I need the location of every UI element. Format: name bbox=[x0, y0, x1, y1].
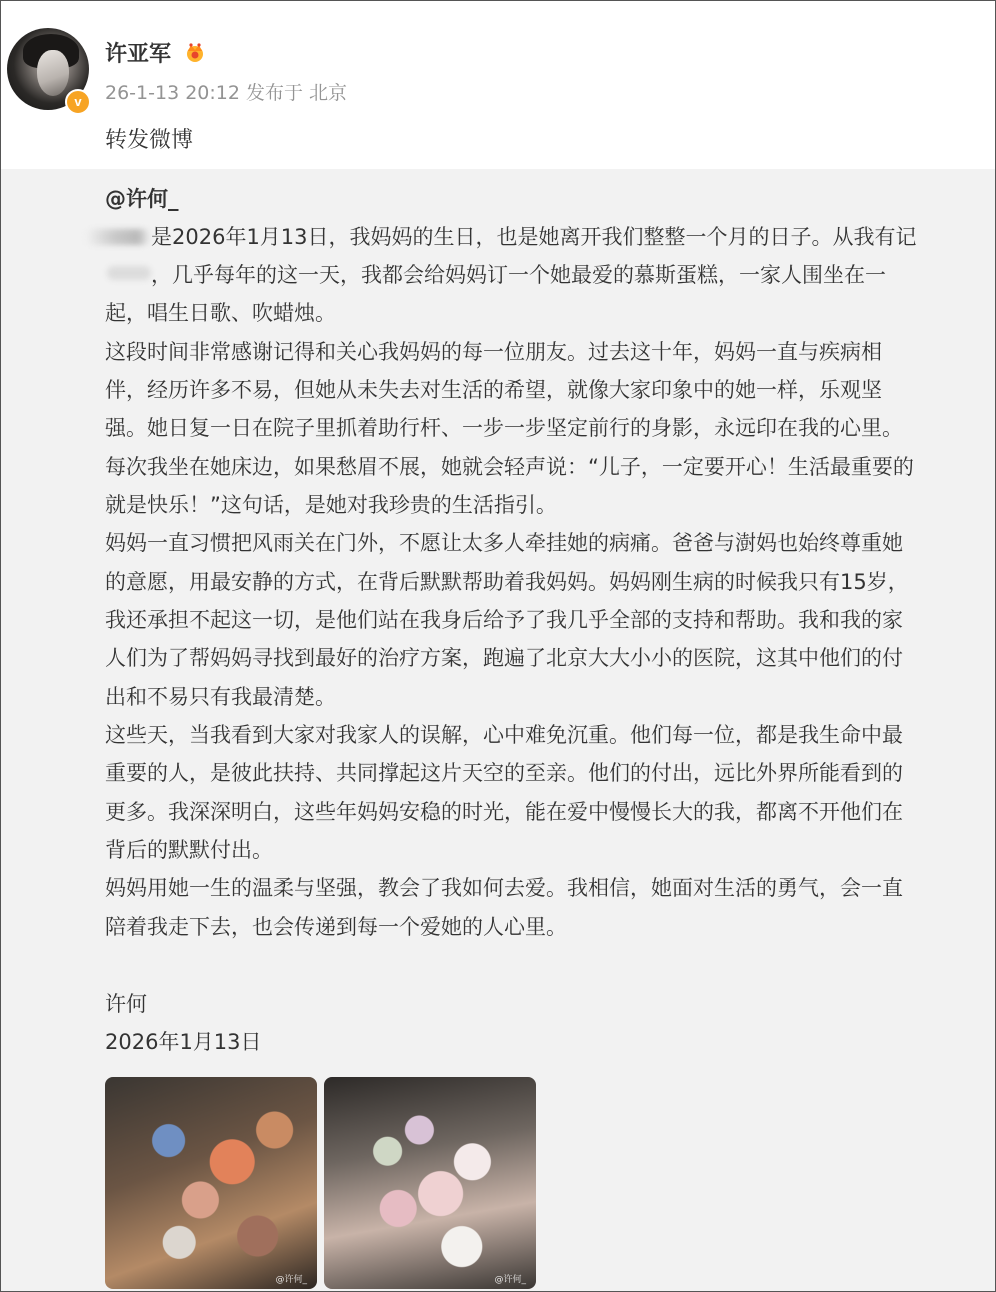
post-meta: 26-1-13 20:12 发布于 北京 bbox=[105, 82, 348, 104]
crown-icon bbox=[183, 41, 207, 63]
quoted-text-line: ，几乎每年的这一天，我都会给妈妈订一个她最爱的慕斯蛋糕，一家人围坐在一 bbox=[151, 263, 886, 287]
photo-watermark: @许何_ bbox=[275, 1275, 307, 1285]
quoted-text-line: 这段时间非常感谢记得和关心我妈妈的每一位朋友。过去这十年，妈妈一直与疾病相 bbox=[105, 340, 882, 364]
quoted-signature: 许何 bbox=[105, 992, 147, 1016]
verified-badge-icon: v bbox=[65, 89, 91, 115]
quoted-text-line: 重要的人，是彼此扶持、共同撑起这片天空的至亲。他们的付出，远比外界所能看到的 bbox=[105, 761, 903, 785]
quoted-date: 2026年1月13日 bbox=[105, 1030, 262, 1054]
quoted-text-line: 妈妈用她一生的温柔与坚强，教会了我如何去爱。我相信，她面对生活的勇气，会一直 bbox=[105, 876, 903, 900]
quoted-text-line: 每次我坐在她床边，如果愁眉不展，她就会轻声说：“儿子，一定要开心！生活最重要的 bbox=[105, 455, 914, 479]
quoted-text-line: 伴，经历许多不易，但她从未失去对生活的希望，就像大家印象中的她一样，乐观坚 bbox=[105, 378, 882, 402]
flower-bouquet-pink-photo[interactable] bbox=[324, 1077, 536, 1289]
quoted-text-line: 我还承担不起这一切，是他们站在我身后给予了我几乎全部的支持和帮助。我和我的家 bbox=[105, 608, 903, 632]
quoted-text-line: 人们为了帮妈妈寻找到最好的治疗方案，跑遍了北京大大小小的医院，这其中他们的付 bbox=[105, 646, 903, 670]
avatar-face bbox=[37, 50, 69, 96]
photo-watermark: @许何_ bbox=[494, 1275, 526, 1285]
quoted-text-line: 起，唱生日歌、吹蜡烛。 bbox=[105, 301, 336, 325]
quoted-text-line: 陪着我走下去，也会传递到每一个爱她的人心里。 bbox=[105, 915, 567, 939]
repost-text: 转发微博 bbox=[105, 128, 194, 153]
quoted-text-line: 妈妈一直习惯把风雨关在门外，不愿让太多人牵挂她的病痛。爸爸与澍妈也始终尊重她 bbox=[105, 531, 903, 555]
quoted-text-line: 是2026年1月13日，我妈妈的生日，也是她离开我们整整一个月的日子。从我有记 bbox=[151, 225, 917, 249]
flower-bouquet-orange-photo[interactable] bbox=[105, 1077, 317, 1289]
quoted-text-line: 背后的默默付出。 bbox=[105, 838, 273, 862]
quoted-text-line: 强。她日复一日在院子里抓着助行杆、一步一步坚定前行的身影，永远印在我的心里。 bbox=[105, 416, 903, 440]
username[interactable]: 许亚军 bbox=[105, 42, 172, 67]
quoted-text-line: 更多。我深深明白，这些年妈妈安稳的时光，能在爱中慢慢长大的我，都离不开他们在 bbox=[105, 800, 903, 824]
blurred-text bbox=[107, 266, 151, 280]
blurred-text bbox=[85, 229, 151, 245]
quoted-text-line: 的意愿，用最安静的方式，在背后默默帮助着我妈妈。妈妈刚生病的时候我只有15岁， bbox=[105, 570, 909, 594]
quoted-text-line: 这些天，当我看到大家对我家人的误解，心中难免沉重。他们每一位，都是我生命中最 bbox=[105, 723, 903, 747]
quoted-author[interactable]: @许何_ bbox=[105, 187, 179, 211]
quoted-text-line: 就是快乐！”这句话，是她对我珍贵的生活指引。 bbox=[105, 493, 557, 517]
quoted-text-line: 出和不易只有我最清楚。 bbox=[105, 685, 336, 709]
